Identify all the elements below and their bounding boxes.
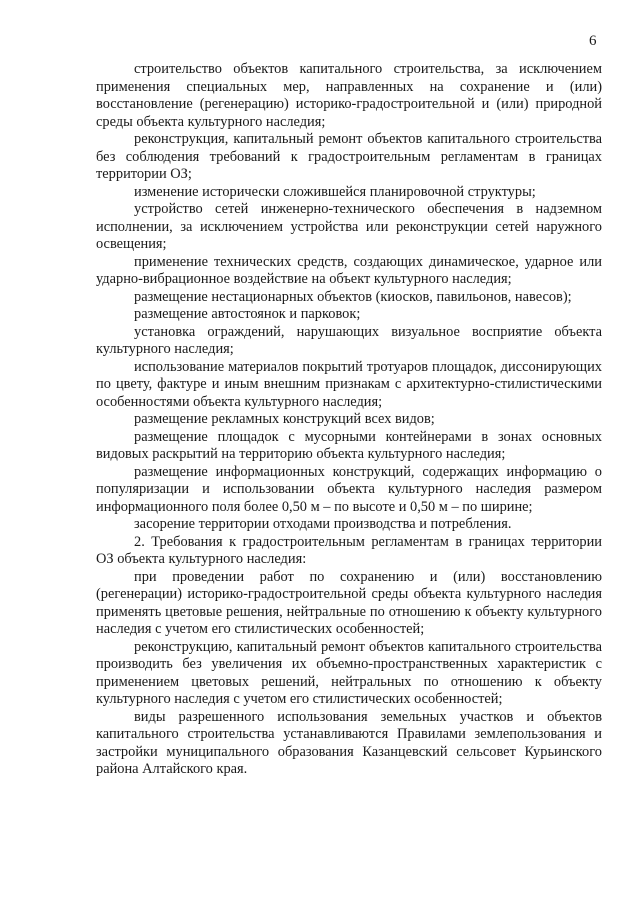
paragraph-advertising: размещение рекламных конструкций всех видов; bbox=[134, 411, 435, 427]
document-body bbox=[96, 61, 602, 779]
paragraph-technical-means: применение технических средств, создающих динамическое, ударное или ударно-вибрационное воздействие на объект культурного наследия; bbox=[96, 253, 602, 287]
paragraph-sidewalk-materials: использование материалов покрытий тротуаров площадок, диссонирующих по цвету, фактуре и иным внешним признакам с архитектурно-стилистическими особенностями объекта культурного наследия; bbox=[96, 358, 602, 410]
paragraph-parking: размещение автостоянок и парковок; bbox=[134, 306, 361, 322]
paragraph-planning-structure: изменение исторически сложившейся планировочной структуры; bbox=[134, 183, 536, 200]
paragraph-temporary-objects: размещение нестационарных объектов (киосков, павильонов, навесов); bbox=[134, 288, 572, 305]
page-number: 6 bbox=[589, 33, 597, 49]
section-heading-requirements: 2. Требования к градостроительным регламентам в границах территории ОЗ объекта культурного наследия: bbox=[96, 533, 602, 567]
paragraph-waste-containers: размещение площадок с мусорными контейнерами в зонах основных видовых раскрытий на территорию объекта культурного наследия; bbox=[96, 428, 602, 462]
paragraph-reconstruction-rules: реконструкцию, капитальный ремонт объектов капитального строительства производить без увеличения их объемно-пространственных характеристик с применением цветовых решений, нейтральных по отношению к объекту культурного наследия с учетом его стилистических особенностей; bbox=[96, 638, 602, 707]
paragraph-color-solutions: при проведении работ по сохранению и (или) восстановлению (регенерации) историко-градостроительной среды объекта культурного наследия применять цветовые решения, нейтральные по отношению к объекту культурного наследия с учетом его стилистических особенностей; bbox=[96, 568, 602, 637]
paragraph-information-structures: размещение информационных конструкций, содержащих информацию о популяризации и использовании объекта культурного наследия размером информационного поля более 0,50 м – по высоте и 0,50 м – по ширине; bbox=[96, 463, 602, 515]
paragraph-fences: установка ограждений, нарушающих визуальное восприятие объекта культурного наследия; bbox=[96, 323, 602, 357]
paragraph-littering: засорение территории отходами производства и потребления. bbox=[134, 516, 512, 532]
paragraph-land-use: виды разрешенного использования земельных участков и объектов капитального строительства устанавливаются Правилами землепользования и застройки муниципального образования Казанцевский сельсовет Курьинского района Алтайского края. bbox=[96, 708, 602, 777]
paragraph-engineering-networks: устройство сетей инженерно-технического обеспечения в надземном исполнении, за исключением устройства или реконструкции сетей наружного освещения; bbox=[96, 201, 602, 252]
paragraph-construction-ban: строительство объектов капитального строительства, за исключением применения специальных мер, направленных на сохранение и (или) восстановление (регенерацию) историко-градостроительной и (или) природной среды объекта культурного наследия; bbox=[96, 61, 602, 130]
paragraph-reconstruction-ban: реконструкция, капитальный ремонт объектов капитального строительства без соблюдения требований к градостроительным регламентам в границах территории ОЗ; bbox=[96, 131, 602, 182]
